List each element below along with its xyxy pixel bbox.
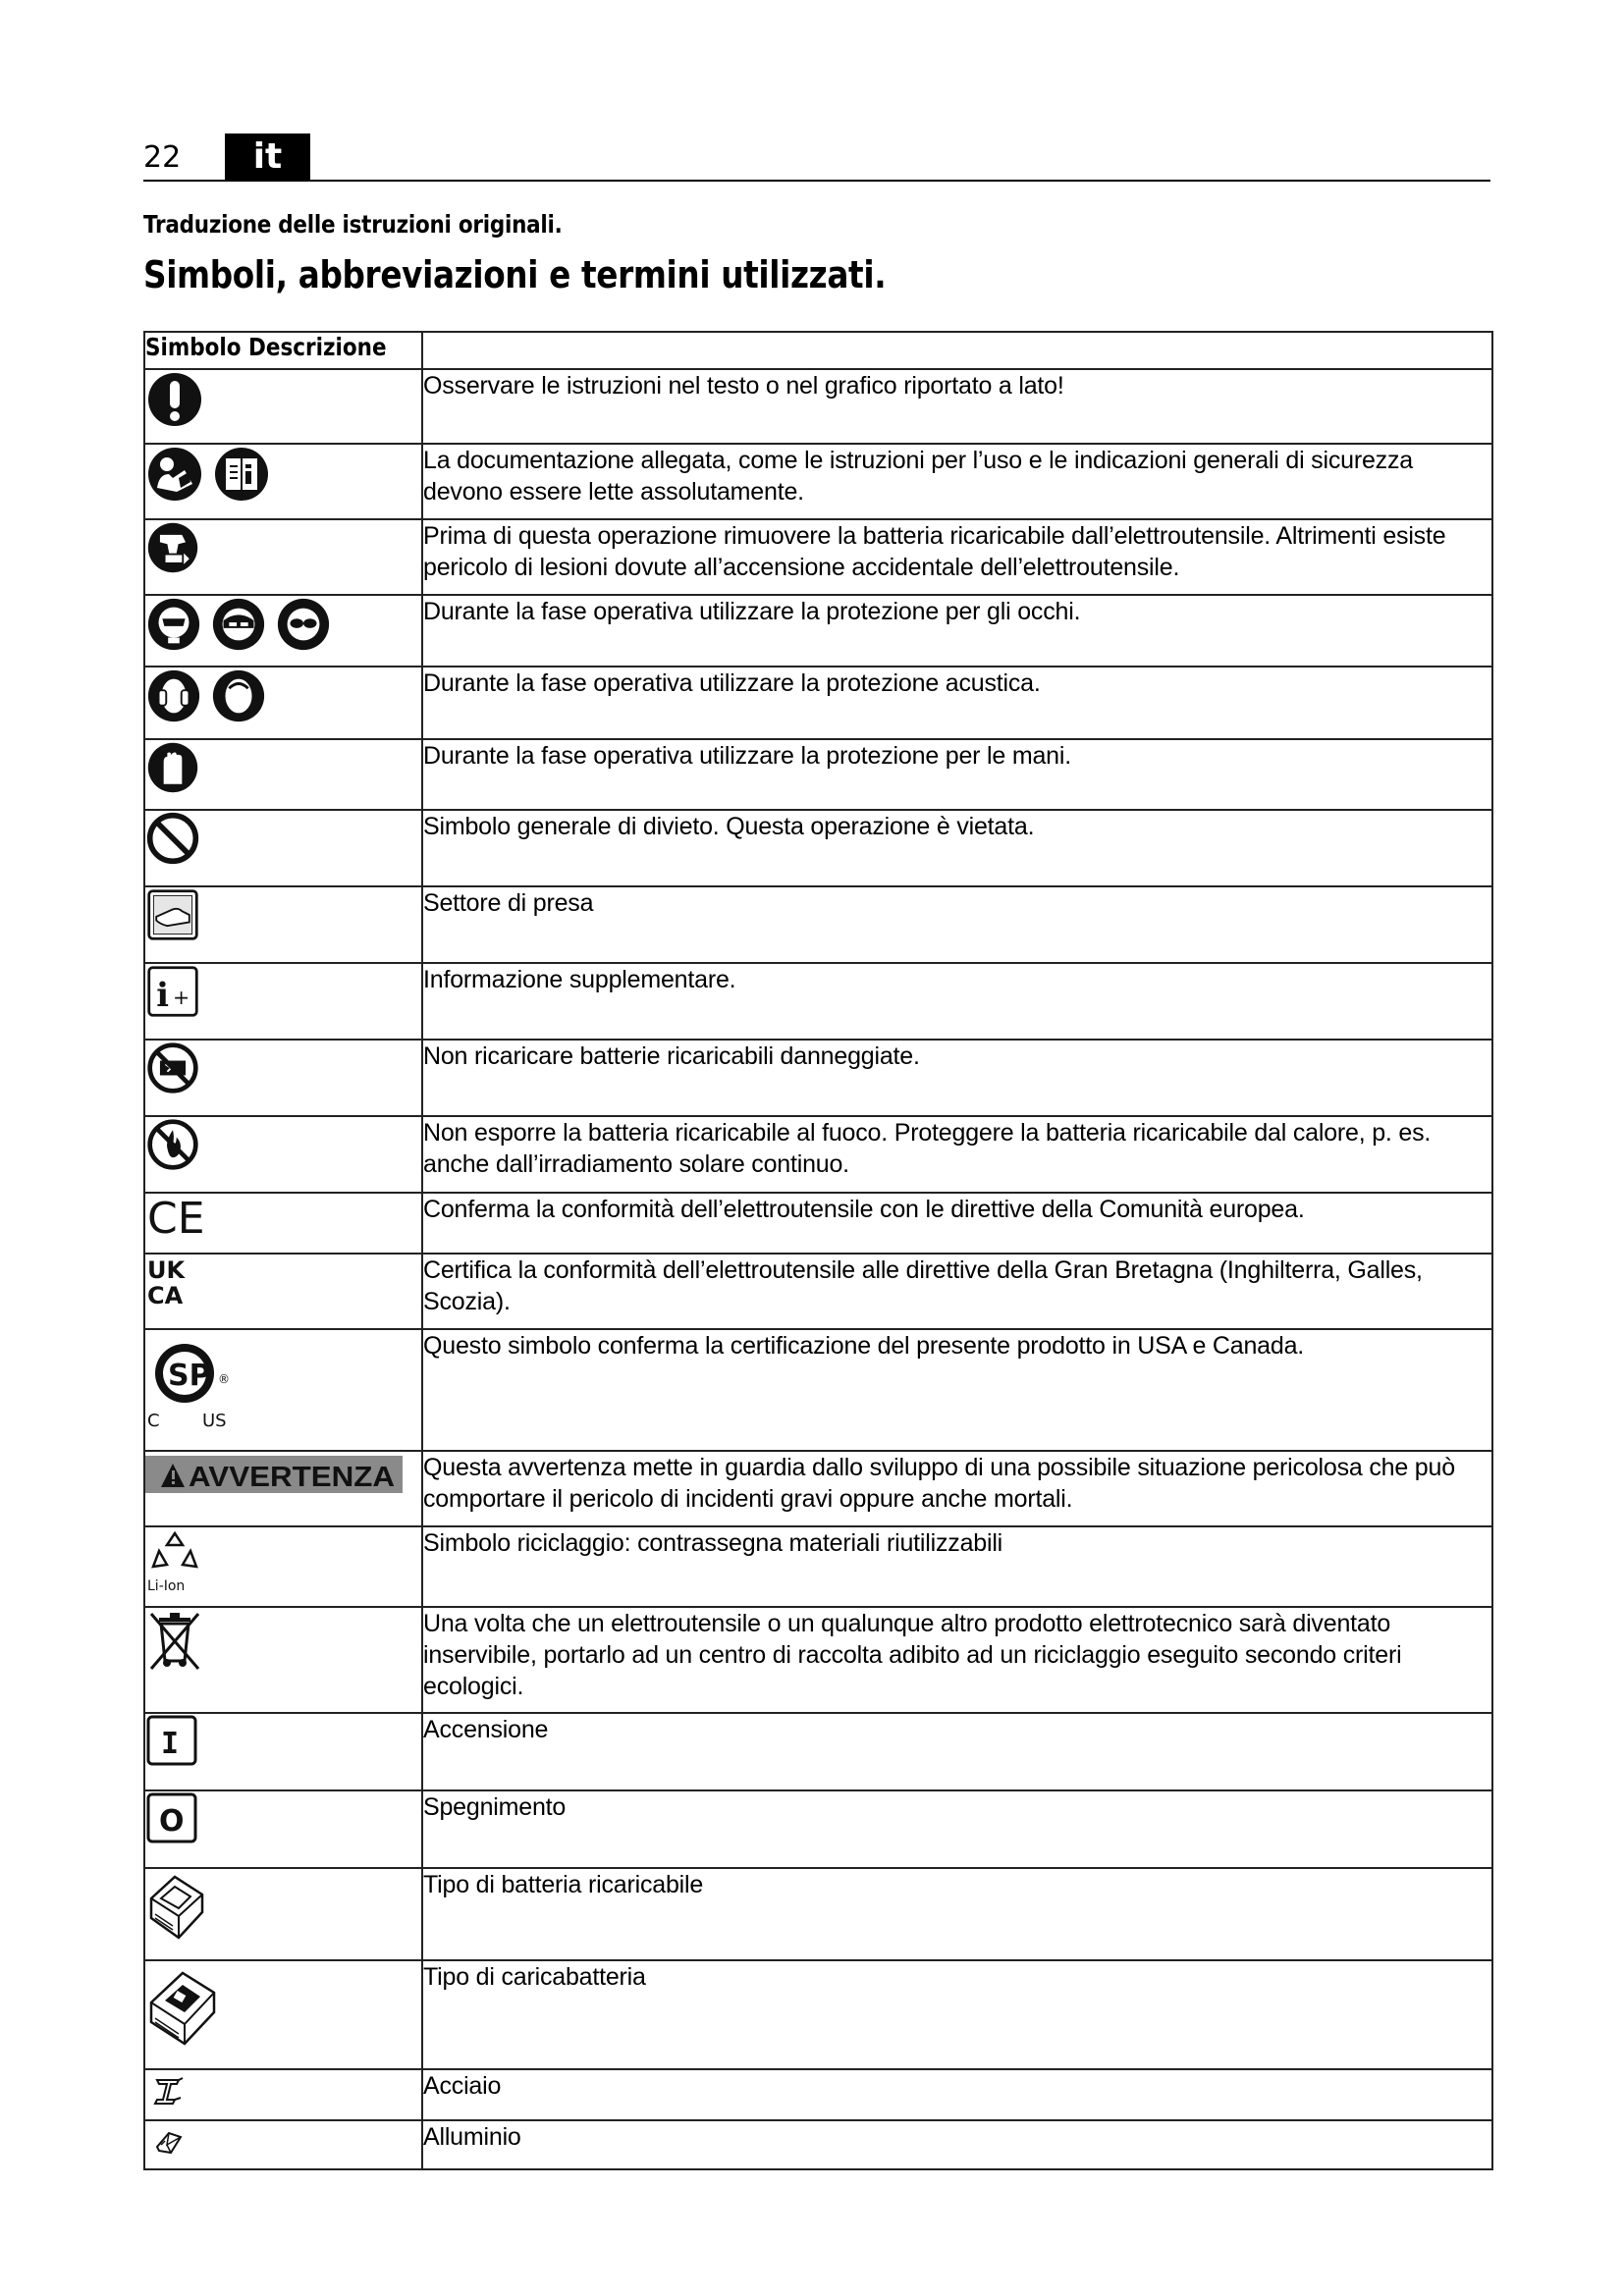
row-description: Informazione supplementare.	[422, 963, 1492, 1040]
safety-glasses-icon	[275, 596, 332, 653]
info-plus-icon	[145, 964, 200, 1019]
face-shield-icon	[145, 596, 202, 653]
symbol-cell	[144, 519, 422, 595]
warning-label-icon	[145, 1452, 403, 1497]
page-title: Simboli, abbreviazioni e termini utilizzati.	[143, 253, 887, 296]
csa-mark-icon	[145, 1330, 263, 1438]
goggles-icon	[210, 596, 267, 653]
row-description: Spegnimento	[422, 1790, 1492, 1868]
row-description: Non ricaricare batterie ricaricabili danneggiate.	[422, 1040, 1492, 1116]
row-description: Osservare le istruzioni nel testo o nel grafico riportato a lato!	[422, 369, 1492, 444]
battery-pack-icon	[145, 1869, 208, 1944]
symbols-table	[143, 331, 1493, 2170]
row-description: Durante la fase operativa utilizzare la protezione per le mani.	[422, 739, 1492, 810]
row-description: Durante la fase operativa utilizzare la protezione per gli occhi.	[422, 595, 1492, 667]
power-on-mark: I	[161, 1727, 180, 1761]
csa-reg-text: ®	[218, 1372, 230, 1386]
grip-area-icon	[145, 887, 200, 942]
aluminium-icon	[153, 2125, 187, 2159]
exclamation-icon	[145, 370, 204, 429]
table-row	[144, 1607, 1492, 1713]
table-row	[144, 595, 1492, 667]
symbol-cell	[144, 1040, 422, 1116]
no-fire-icon	[145, 1117, 200, 1172]
read-manual-icon	[145, 445, 204, 504]
table-row	[144, 519, 1492, 595]
table-row	[144, 739, 1492, 810]
symbol-cell	[144, 886, 422, 963]
ce-mark-icon	[145, 1194, 214, 1239]
table-header-row	[144, 332, 1492, 369]
row-description: Accensione	[422, 1713, 1492, 1790]
power-off-icon	[145, 1791, 198, 1844]
symbol-cell	[144, 1116, 422, 1193]
hand-protection-icon	[145, 740, 200, 795]
remove-battery-icon	[145, 520, 200, 575]
table-row	[144, 2069, 1492, 2120]
symbol-cell	[144, 1193, 422, 1254]
table-row	[144, 1040, 1492, 1116]
prohibition-icon	[145, 811, 200, 866]
row-description: Tipo di caricabatteria	[422, 1960, 1492, 2069]
table-row	[144, 1193, 1492, 1254]
table-row	[144, 1713, 1492, 1790]
table-row	[144, 1254, 1492, 1329]
row-description: Una volta che un elettroutensile o un qualunque altro prodotto elettrotecnico sarà diventato inservibile, portarlo ad un centro di raccolta adibito ad un riciclaggio eseguito secondo criteri ecologici.	[422, 1607, 1492, 1713]
symbol-cell	[144, 1254, 422, 1329]
ear-protection-icon	[210, 667, 267, 724]
header-rule	[143, 180, 1490, 182]
row-description: Tipo di batteria ricaricabile	[422, 1868, 1492, 1960]
language-badge: it	[225, 133, 310, 180]
li-ion-label: Li-Ion	[147, 1578, 186, 1594]
symbol-cell	[144, 2120, 422, 2169]
row-description: Non esporre la batteria ricaricabile al fuoco. Proteggere la batteria ricaricabile dal calore, p. es. anche dall’irradiamento solare continuo.	[422, 1116, 1492, 1193]
symbol-cell	[144, 444, 422, 519]
manual-book-icon	[212, 445, 271, 504]
warning-label-text: AVVERTENZA	[189, 1462, 396, 1493]
page-number: 22	[143, 140, 182, 175]
table-row	[144, 369, 1492, 444]
power-off-mark: O	[159, 1804, 185, 1839]
symbol-cell	[144, 369, 422, 444]
table-row	[144, 1329, 1492, 1451]
table-row	[144, 1451, 1492, 1526]
symbol-cell	[144, 667, 422, 739]
svg-text:i: i	[156, 974, 169, 1014]
row-description: Alluminio	[422, 2120, 1492, 2169]
csa-c-text: C	[147, 1411, 160, 1431]
table-row	[144, 1526, 1492, 1607]
table-row	[144, 444, 1492, 519]
symbol-cell	[144, 739, 422, 810]
row-description: Simbolo riciclaggio: contrassegna materiali riutilizzabili	[422, 1526, 1492, 1607]
symbol-cell	[144, 810, 422, 886]
table-row	[144, 1960, 1492, 2069]
earmuffs-icon	[145, 667, 202, 724]
row-description: Durante la fase operativa utilizzare la protezione acustica.	[422, 667, 1492, 739]
table-row	[144, 810, 1492, 886]
table-row	[144, 1116, 1492, 1193]
row-description: Questo simbolo conferma la certificazione del presente prodotto in USA e Canada.	[422, 1329, 1492, 1451]
symbol-cell	[144, 963, 422, 1040]
symbol-cell	[144, 1960, 422, 2069]
row-description: Prima di questa operazione rimuovere la batteria ricaricabile dall’elettroutensile. Altrimenti esiste pericolo di lesioni dovute all’accensione accidentale dell’elettroutensile.	[422, 519, 1492, 595]
table-header-empty	[422, 332, 1492, 369]
symbol-cell	[144, 1868, 422, 1960]
row-description: Settore di presa	[422, 886, 1492, 963]
table-row	[144, 1790, 1492, 1868]
symbol-cell	[144, 1790, 422, 1868]
row-description: Acciaio	[422, 2069, 1492, 2120]
symbol-cell	[144, 1713, 422, 1790]
table-row	[144, 1868, 1492, 1960]
steel-icon	[153, 2074, 187, 2108]
charger-icon	[145, 1961, 220, 2052]
symbol-cell	[144, 1329, 422, 1451]
ukca-bottom-text: CA	[147, 1282, 184, 1309]
row-description: Simbolo generale di divieto. Questa operazione è vietata.	[422, 810, 1492, 886]
table-header: Simbolo Descrizione	[144, 332, 422, 369]
table-row	[144, 963, 1492, 1040]
symbol-cell	[144, 1526, 422, 1607]
ukca-top-text: UK	[147, 1256, 186, 1284]
symbol-cell	[144, 595, 422, 667]
symbol-cell	[144, 1607, 422, 1713]
csa-us-text: US	[202, 1411, 227, 1431]
recycling-icon	[145, 1527, 204, 1596]
table-row	[144, 667, 1492, 739]
weee-bin-icon	[145, 1608, 204, 1673]
svg-text:+: +	[173, 986, 190, 1010]
symbol-cell	[144, 1451, 422, 1526]
no-damaged-battery-icon	[145, 1041, 200, 1095]
symbol-cell	[144, 2069, 422, 2120]
table-row	[144, 2120, 1492, 2169]
table-row	[144, 886, 1492, 963]
row-description: La documentazione allegata, come le istruzioni per l’uso e le indicazioni generali di sicurezza devono essere lette assolutamente.	[422, 444, 1492, 519]
ce-mark-text: CE	[147, 1194, 205, 1239]
row-description: Questa avvertenza mette in guardia dallo sviluppo di una possibile situazione pericolosa che può comportare il pericolo di incidenti gravi oppure anche mortali.	[422, 1451, 1492, 1526]
row-description: Certifica la conformità dell’elettroutensile alle direttive della Gran Bretagna (Inghilterra, Galles, Scozia).	[422, 1254, 1492, 1329]
power-on-icon	[145, 1714, 198, 1767]
csa-mark-text: SP	[168, 1359, 211, 1393]
ukca-mark-icon	[145, 1255, 194, 1313]
document-subtitle: Traduzione delle istruzioni originali.	[143, 210, 563, 239]
row-description: Conferma la conformità dell’elettroutensile con le direttive della Comunità europea.	[422, 1193, 1492, 1254]
